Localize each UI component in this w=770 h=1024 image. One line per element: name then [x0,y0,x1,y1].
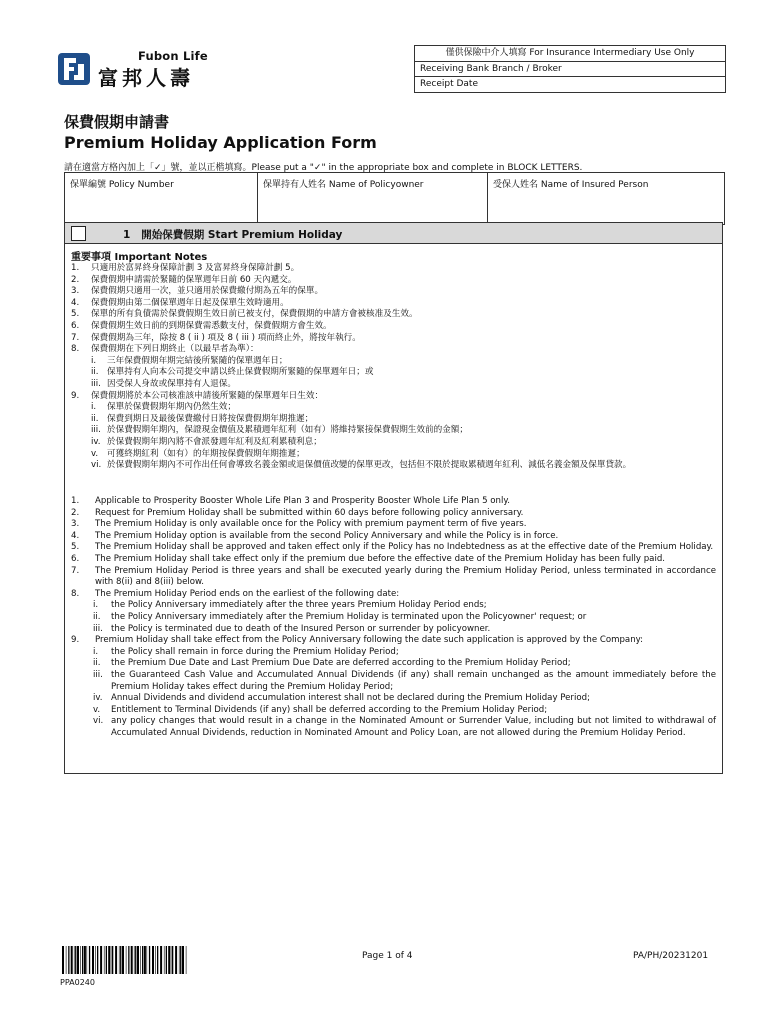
note-item [71,658,716,670]
note-number: ii. [93,658,101,669]
note-text: The Premium Holiday shall take effect only if the premium due before the effective date of the Premium Holiday has been fully paid. [95,553,666,564]
note-item [71,589,716,601]
note-item [71,321,716,333]
note-number: 5. [71,309,80,320]
note-number: vi. [91,460,102,471]
note-number: 4. [71,297,80,308]
note-number: v. [93,704,101,715]
note-number: 8. [71,588,80,599]
insured-name-field[interactable] [488,173,724,224]
note-text: 可獲終期紅利（如有）的年期按保費假期年期推遲； [107,448,305,459]
note-item [71,612,716,624]
note-number: 8. [71,344,80,355]
note-item [71,309,716,321]
note-text: the Policy shall remain in force during the Premium Holiday Period; [111,646,399,657]
fubon-logo-icon [57,52,91,86]
note-item [71,508,716,520]
note-text: 保費假期將於本公司核准該申請後所緊隨的保單週年日生效： [91,390,324,401]
note-number: 1. [71,263,80,273]
note-number: iv. [91,436,101,447]
note-number: i. [91,402,97,413]
note-item [71,542,716,554]
note-number: 6. [71,320,80,331]
note-text: 保費假期在下列日期終止（以最早者為準）： [91,344,259,355]
policy-number-label: 保單編號 Policy Number [70,180,174,190]
form-title-en: Premium Holiday Application Form [64,133,377,152]
note-item [71,367,716,379]
note-number: iv. [93,693,103,704]
note-number: 1. [71,496,80,506]
note-number: 2. [71,274,80,285]
note-number: iii. [93,669,103,680]
note-text: The Premium Holiday is only available once for the Policy with premium payment term of five years. [95,519,527,530]
notes-zh-list [71,263,716,472]
note-text: the Policy is terminated due to death of the Insured Person or surrender by policyowner. [111,623,491,634]
receiving-branch-field[interactable]: Receiving Bank Branch / Broker [415,61,725,77]
note-number: 9. [71,635,80,646]
note-item [71,402,716,414]
note-text: 保費假期由第二個保單週年日起及保單生效時適用。 [91,297,289,308]
note-text: 於保費假期年期內將不會派發週年紅利及紅利累積利息； [107,436,322,447]
note-number: 5. [71,542,80,553]
section-start-premium-holiday [64,222,723,244]
note-item [71,275,716,287]
note-item [71,356,716,368]
note-number: ii. [91,367,99,378]
note-number: ii. [91,413,99,424]
note-text: 於保費假期年期內，保證現金價值及累積週年紅利（如有）將維持緊接保費假期生效前的金額； [107,425,468,436]
note-text: Annual Dividends and dividend accumulation interest shall not be declared during the Premium Holiday Period; [111,693,590,704]
note-text: The Premium Holiday shall be approved and taken effect only if the Policy has no Indebtedness as at the effective date of the Premium Holiday. [95,542,714,553]
note-number: 7. [71,565,80,576]
note-text: the Policy Anniversary immediately after the Premium Holiday is terminated upon the Policyowner' request; or [111,611,587,622]
note-item [71,519,716,531]
form-code: PA/PH/20231201 [633,951,709,961]
form-title-zh: 保費假期申請書 [64,113,170,131]
note-text: 保費假期只適用一次，並只適用於保費繳付期為五年的保單。 [91,286,324,297]
note-number: 7. [71,332,80,343]
note-text: 三年保費假期年期完結後所緊隨的保單週年日； [107,355,288,366]
note-text: 保單的所有負債需於保費假期生效日前已被支付，保費假期的申請方會被核准及生效。 [91,309,418,320]
notes-en-list [71,496,716,739]
note-text: the Policy Anniversary immediately after the three years Premium Holiday Period ends; [111,600,487,611]
note-text: 保費到期日及最後保費繳付日將按保費假期年期推遲； [107,413,314,424]
receipt-date-field[interactable]: Receipt Date [415,76,725,92]
note-text: Entitlement to Terminal Dividends (if any) shall be deferred according to the Premium Holiday Period; [111,704,548,715]
note-text: 於保費假期年期內不可作出任何會導致名義金額或退保價值改變的保單更改，包括但不限於提取累積週年紅利、減低名義金額及保單貸款。 [107,460,632,471]
note-text: 只適用於富昇終身保障計劃 3 及富昇終身保障計劃 5。 [91,263,300,273]
note-item [71,566,716,589]
note-item [71,635,716,647]
note-text: Applicable to Prosperity Booster Whole Life Plan 3 and Prosperity Booster Whole Life Plan 5 only. [95,496,510,506]
note-item [71,263,716,275]
note-text: The Premium Holiday Period is three years and shall be executed yearly during the Premium Holiday Period, unless terminated in accordance with 8(ii) and 8(iii) below. [95,565,716,588]
notes-heading: 重要事項 Important Notes [71,252,208,263]
note-number: i. [93,600,99,611]
note-item [71,449,716,461]
note-number: 6. [71,553,80,564]
note-item [71,705,716,717]
note-item [71,716,716,739]
note-text: The Premium Holiday Period ends on the earliest of the following date: [95,588,400,599]
note-item [71,531,716,543]
note-number: v. [91,448,99,459]
intermediary-box [414,45,726,93]
note-item [71,286,716,298]
note-number: 3. [71,519,80,530]
note-item [71,391,716,403]
note-item [71,496,716,508]
note-text: 保單持有人向本公司提交申請以終止保費假期所緊隨的保單週年日；或 [107,367,374,378]
insured-name-label: 受保人姓名 Name of Insured Person [493,180,649,190]
note-text: the Premium Due Date and Last Premium Due Date are deferred according to the Premium Holiday Period; [111,658,571,669]
barcode-icon [60,946,190,974]
note-item [71,670,716,693]
policy-info-grid [64,172,725,225]
note-item [71,693,716,705]
note-text: 保單於保費假期年期內仍然生效； [107,402,236,413]
note-item [71,414,716,426]
note-number: 2. [71,507,80,518]
section-label: 1 開始保費假期 Start Premium Holiday [123,229,343,241]
note-text: 因受保人身故或保單持有人退保。 [107,378,236,389]
note-number: 4. [71,530,80,541]
barcode-text: PPA0240 [60,978,95,987]
note-number: iii. [93,623,103,634]
start-premium-holiday-checkbox[interactable] [71,226,86,241]
note-text: 保費假期生效日前的到期保費需悉數支付，保費假期方會生效。 [91,320,332,331]
note-item [71,379,716,391]
note-text: 保費假期為三年，除按 8 ( ii ) 項及 8 ( iii ) 項而終止外，將按年執行。 [91,332,361,343]
note-item [71,437,716,449]
note-item [71,298,716,310]
note-text: The Premium Holiday option is available from the second Policy Anniversary and while the Policy is in force. [95,530,559,541]
note-item [71,460,716,472]
note-text: the Guaranteed Cash Value and Accumulated Annual Dividends (if any) shall remain unchanged as the amount immediately before the Premium Holiday takes effect during the Premium Holiday Period; [111,669,716,692]
note-number: ii. [93,611,101,622]
note-item [71,344,716,356]
note-text: 保費假期申請需於緊隨的保單週年日前 60 天內遞交。 [91,274,297,285]
note-number: iii. [91,425,101,436]
note-number: i. [91,355,97,366]
brand-name-en: Fubon Life [138,49,208,63]
note-item [71,425,716,437]
note-text: any policy changes that would result in a change in the Nominated Amount or Surrender Value, including but not limited to withdrawal of Accumulated Annual Dividends, reduction in Nominated Amount and Policy Loan, are not allowed during the Premium Holiday Period. [111,716,716,738]
note-number: vi. [93,716,104,727]
page-number: Page 1 of 4 [362,951,413,961]
instruction-text: 請在適當方格內加上「✓」號，並以正楷填寫。Please put a "✓" in the appropriate box and complete in BLOCK LETTERS. [64,163,583,173]
note-item [71,600,716,612]
note-number: 3. [71,286,80,297]
brand-name-zh: 富邦人壽 [98,66,194,90]
note-number: 9. [71,390,80,401]
note-number: i. [93,646,99,657]
policyowner-name-label: 保單持有人姓名 Name of Policyowner [263,180,424,190]
note-item [71,647,716,659]
note-item [71,333,716,345]
note-number: iii. [91,378,101,389]
policyowner-name-field[interactable] [258,173,488,224]
intermediary-header: 僅供保險中介人填寫 For Insurance Intermediary Use Only [445,48,695,58]
note-item [71,554,716,566]
note-text: Premium Holiday shall take effect from the Policy Anniversary following the date such application is approved by the Company: [95,635,643,646]
note-text: Request for Premium Holiday shall be submitted within 60 days before following policy anniversary. [95,507,524,518]
policy-number-field[interactable] [65,173,258,224]
note-item [71,624,716,636]
